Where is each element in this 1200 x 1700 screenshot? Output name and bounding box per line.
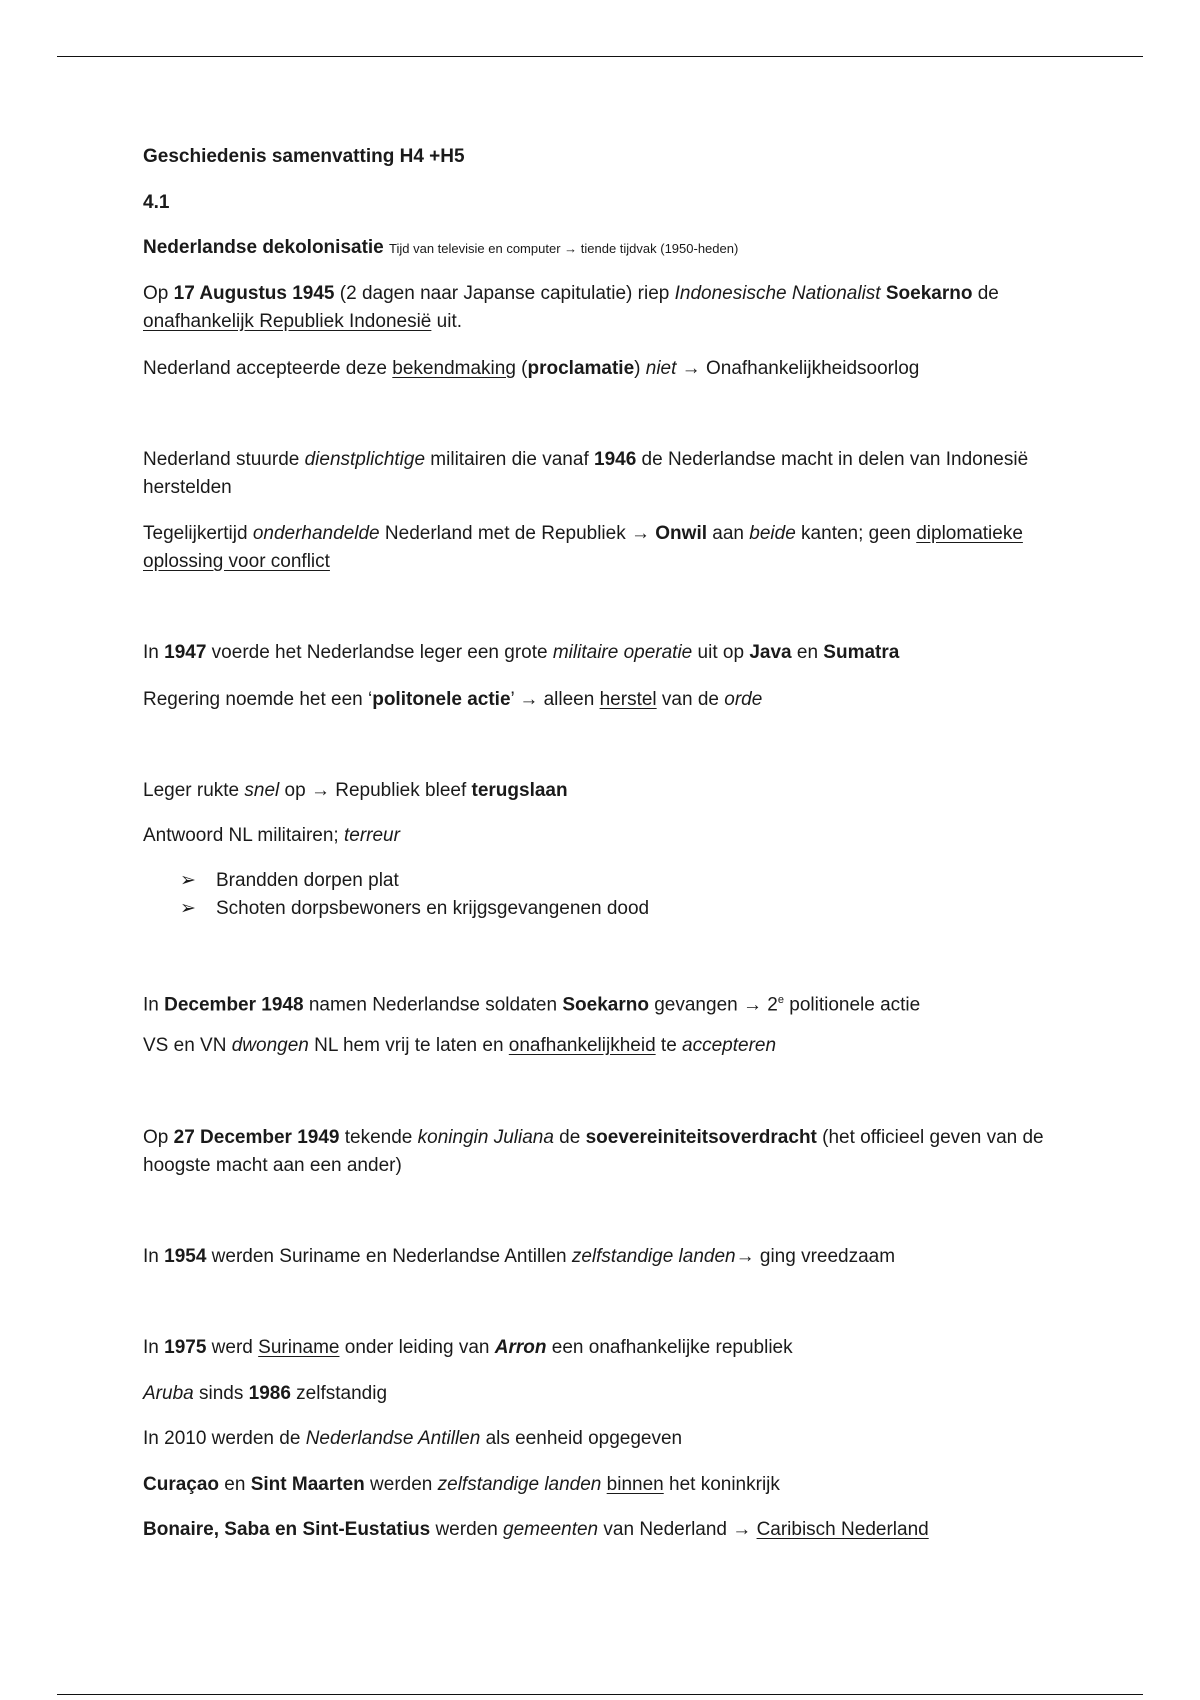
arrow-icon: → [735, 1246, 755, 1267]
arrowhead-bullet-icon: ➢ [180, 898, 196, 919]
paragraph-negotiations: Tegelijkertijd onderhandelde Nederland met de Republiek → Onwil aan beide kanten; geen diplomatieke oplossing voor conflict [143, 523, 1023, 572]
section-heading: Nederlandse dekolonisatie Tijd van televisie en computer → tiende tijdvak (1950-heden) [143, 237, 739, 258]
paragraph-sovereignty: Op 27 December 1949 tekende koningin Juliana de soevereiniteitsoverdracht (het officieel geven van de hoogste macht aan een ander) [143, 1127, 1044, 1176]
arrow-icon: → [631, 523, 656, 544]
paragraph-december-1948: In December 1948 namen Nederlandse soldaten Soekarno gevangen → $2^e$ politionele actie [143, 994, 921, 1016]
arrow-icon: → [310, 780, 330, 801]
footer-rule [57, 1694, 1143, 1695]
paragraph-not-accepted: Nederland accepteerde deze bekendmaking (proclamatie) niet → Onafhankelijkheidsoorlog [143, 358, 920, 379]
section-number: 4.1 [143, 192, 170, 213]
paragraph-1954: In 1954 werden Suriname en Nederlandse Antillen zelfstandige landen→ ging vreedzaam [143, 1246, 896, 1267]
paragraph-proclamation: Op 17 Augustus 1945 (2 dagen naar Japanse capitulatie) riep Indonesische Nationalist Soekarno de onafhankelijk Republiek Indonesië uit. [143, 283, 999, 332]
arrowhead-bullet-icon: ➢ [180, 870, 196, 891]
paragraph-curacao: Curaçao en Sint Maarten werden zelfstandige landen binnen het koninkrijk [143, 1474, 780, 1495]
paragraph-aruba: Aruba sinds 1986 zelfstandig [143, 1383, 388, 1404]
arrow-icon: → [676, 358, 706, 379]
bullet-list [180, 867, 649, 923]
arrow-icon: → [732, 1519, 752, 1540]
paragraph-us-un: VS en VN dwongen NL hem vrij te laten en onafhankelijkheid te accepteren [143, 1035, 777, 1056]
paragraph-police-action: Regering noemde het een ‘politonele actie’ → alleen herstel van de orde [143, 689, 763, 710]
paragraph-1947: In 1947 voerde het Nederlandse leger een grote militaire operatie uit op Java en Sumatra [143, 642, 900, 663]
paragraph-army-advance: Leger rukte snel op → Republiek bleef terugslaan [143, 780, 568, 801]
arrow-icon: → [742, 994, 762, 1016]
heading-note: Tijd van televisie en computer → tiende tijdvak (1950-heden) [389, 241, 739, 256]
header-rule [57, 56, 1143, 57]
document-title: Geschiedenis samenvatting H4 +H5 [143, 146, 465, 167]
arrow-icon: → [519, 689, 539, 710]
paragraph-1975: In 1975 werd Suriname onder leiding van Arron een onafhankelijke republiek [143, 1337, 793, 1358]
list-item: ➢ Brandden dorpen plat [180, 867, 649, 895]
list-item: ➢ Schoten dorpsbewoners en krijgsgevangenen dood [180, 895, 649, 923]
paragraph-2010: In 2010 werden de Nederlandse Antillen als eenheid opgegeven [143, 1428, 683, 1449]
arrow-icon: → [564, 241, 578, 256]
paragraph-terror: Antwoord NL militairen; terreur [143, 825, 400, 846]
paragraph-conscripts: Nederland stuurde dienstplichtige militairen die vanaf 1946 de Nederlandse macht in delen van Indonesië herstelden [143, 449, 1029, 498]
paragraph-bes-islands: Bonaire, Saba en Sint-Eustatius werden gemeenten van Nederland → Caribisch Nederland [143, 1519, 929, 1540]
